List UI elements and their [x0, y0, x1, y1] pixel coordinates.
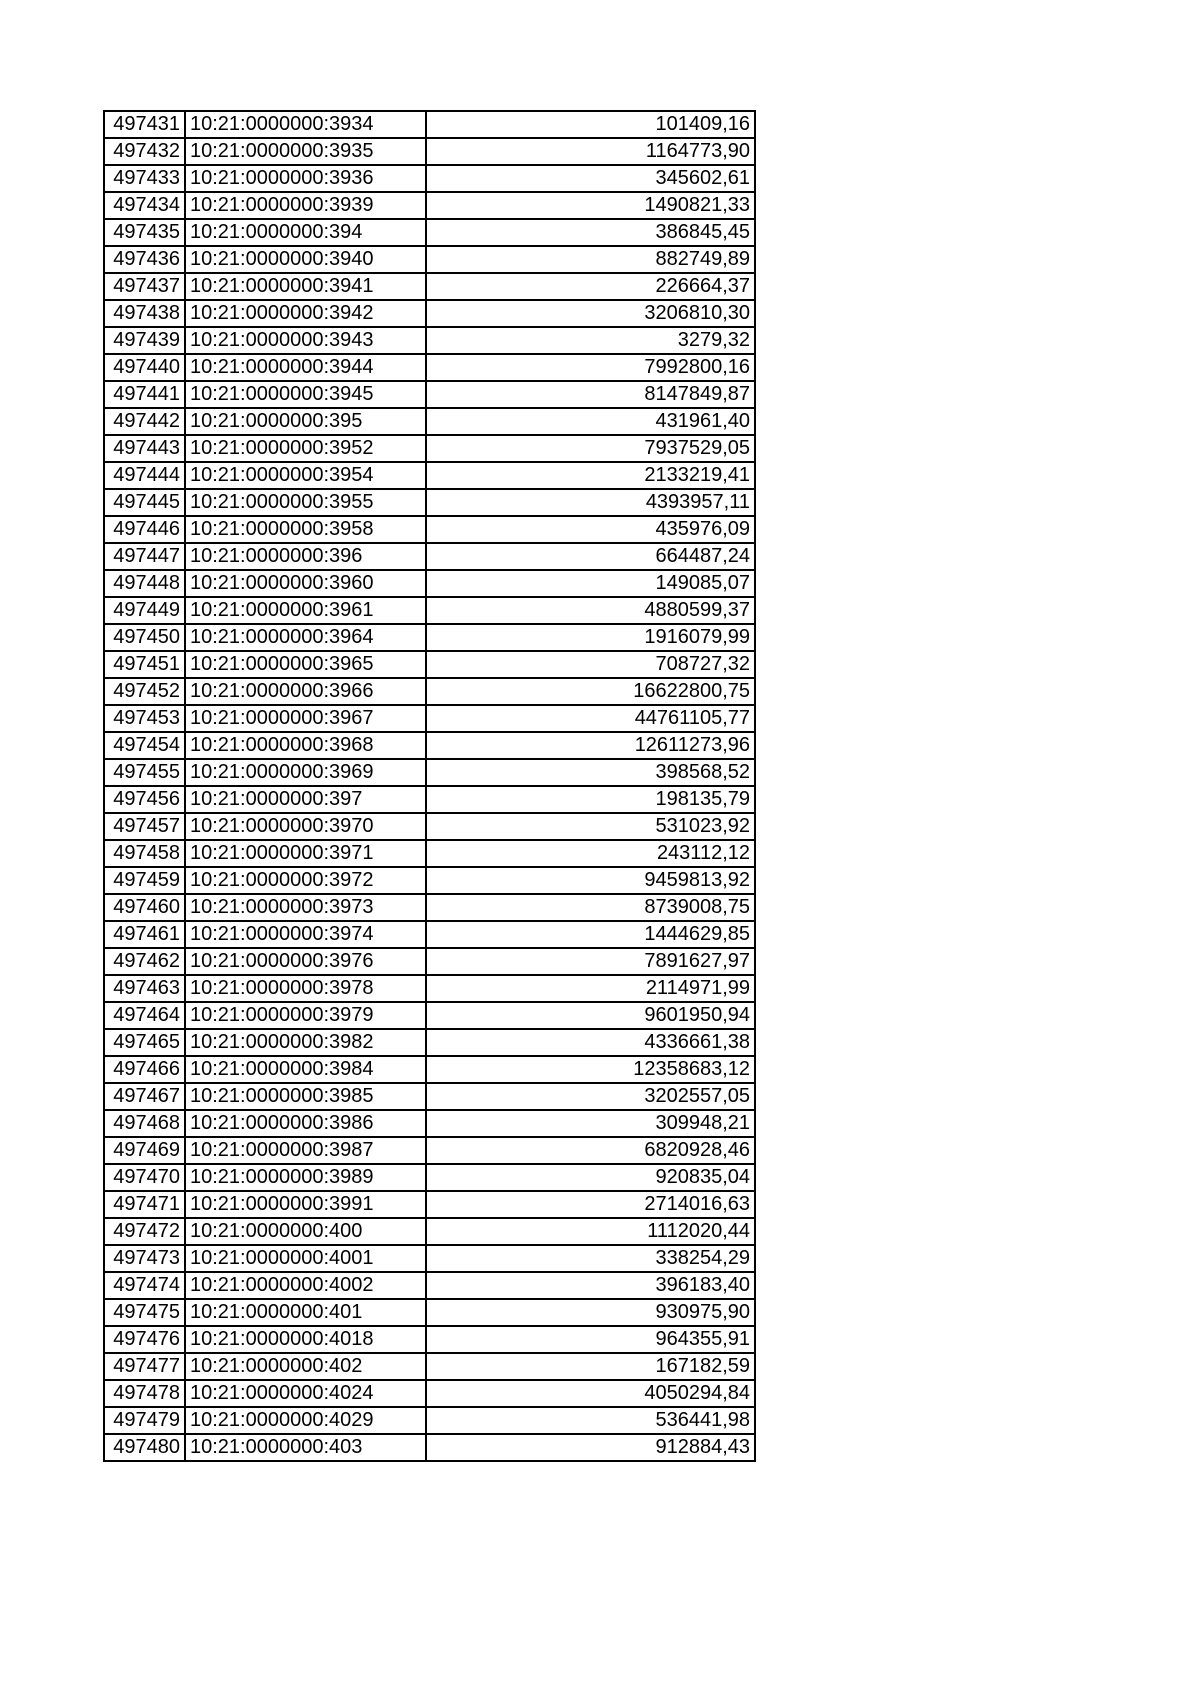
table-row — [104, 786, 755, 813]
cadastral-number-cell: 10:21:0000000:3979 — [185, 1002, 426, 1029]
cadastral-number-cell: 10:21:0000000:3982 — [185, 1029, 426, 1056]
value-cell: 708727,32 — [426, 651, 755, 678]
row-id-cell: 497464 — [104, 1002, 185, 1029]
value-cell: 920835,04 — [426, 1164, 755, 1191]
table-row — [104, 165, 755, 192]
row-id-cell: 497436 — [104, 246, 185, 273]
cadastral-number-cell: 10:21:0000000:3986 — [185, 1110, 426, 1137]
cadastral-number-cell: 10:21:0000000:401 — [185, 1299, 426, 1326]
cadastral-number-cell: 10:21:0000000:3987 — [185, 1137, 426, 1164]
value-cell: 2133219,41 — [426, 462, 755, 489]
value-cell: 226664,37 — [426, 273, 755, 300]
cadastral-number-cell: 10:21:0000000:3967 — [185, 705, 426, 732]
cadastral-number-cell: 10:21:0000000:3943 — [185, 327, 426, 354]
row-id-cell: 497449 — [104, 597, 185, 624]
table-row — [104, 1272, 755, 1299]
cadastral-number-cell: 10:21:0000000:3965 — [185, 651, 426, 678]
value-cell: 167182,59 — [426, 1353, 755, 1380]
value-cell: 345602,61 — [426, 165, 755, 192]
table-row — [104, 408, 755, 435]
cadastral-number-cell: 10:21:0000000:3945 — [185, 381, 426, 408]
cadastral-number-cell: 10:21:0000000:3989 — [185, 1164, 426, 1191]
cadastral-number-cell: 10:21:0000000:3976 — [185, 948, 426, 975]
row-id-cell: 497439 — [104, 327, 185, 354]
table-row — [104, 1083, 755, 1110]
row-id-cell: 497463 — [104, 975, 185, 1002]
table-row — [104, 327, 755, 354]
row-id-cell: 497451 — [104, 651, 185, 678]
cadastral-number-cell: 10:21:0000000:3966 — [185, 678, 426, 705]
value-cell: 8147849,87 — [426, 381, 755, 408]
row-id-cell: 497443 — [104, 435, 185, 462]
cadastral-number-cell: 10:21:0000000:397 — [185, 786, 426, 813]
row-id-cell: 497450 — [104, 624, 185, 651]
table-row — [104, 111, 755, 138]
cadastral-number-cell: 10:21:0000000:402 — [185, 1353, 426, 1380]
value-cell: 1164773,90 — [426, 138, 755, 165]
row-id-cell: 497454 — [104, 732, 185, 759]
table-row — [104, 624, 755, 651]
row-id-cell: 497476 — [104, 1326, 185, 1353]
value-cell: 964355,91 — [426, 1326, 755, 1353]
data-table — [103, 110, 756, 1462]
row-id-cell: 497440 — [104, 354, 185, 381]
row-id-cell: 497467 — [104, 1083, 185, 1110]
cadastral-number-cell: 10:21:0000000:4029 — [185, 1407, 426, 1434]
value-cell: 531023,92 — [426, 813, 755, 840]
table-row — [104, 1245, 755, 1272]
table-row — [104, 1002, 755, 1029]
table-row — [104, 1353, 755, 1380]
value-cell: 309948,21 — [426, 1110, 755, 1137]
value-cell: 4050294,84 — [426, 1380, 755, 1407]
value-cell: 338254,29 — [426, 1245, 755, 1272]
value-cell: 4393957,11 — [426, 489, 755, 516]
cadastral-number-cell: 10:21:0000000:3991 — [185, 1191, 426, 1218]
table-row — [104, 1380, 755, 1407]
row-id-cell: 497447 — [104, 543, 185, 570]
cadastral-number-cell: 10:21:0000000:3952 — [185, 435, 426, 462]
table-row — [104, 570, 755, 597]
row-id-cell: 497473 — [104, 1245, 185, 1272]
cadastral-number-cell: 10:21:0000000:3972 — [185, 867, 426, 894]
table-row — [104, 192, 755, 219]
cadastral-number-cell: 10:21:0000000:3934 — [185, 111, 426, 138]
cadastral-number-cell: 10:21:0000000:3969 — [185, 759, 426, 786]
value-cell: 12611273,96 — [426, 732, 755, 759]
value-cell: 7992800,16 — [426, 354, 755, 381]
table-row — [104, 975, 755, 1002]
cadastral-number-cell: 10:21:0000000:4018 — [185, 1326, 426, 1353]
cadastral-number-cell: 10:21:0000000:396 — [185, 543, 426, 570]
table-row — [104, 435, 755, 462]
value-cell: 882749,89 — [426, 246, 755, 273]
table-row — [104, 1299, 755, 1326]
value-cell: 4880599,37 — [426, 597, 755, 624]
value-cell: 3206810,30 — [426, 300, 755, 327]
cadastral-number-cell: 10:21:0000000:3936 — [185, 165, 426, 192]
value-cell: 3202557,05 — [426, 1083, 755, 1110]
table-row — [104, 894, 755, 921]
cadastral-number-cell: 10:21:0000000:3961 — [185, 597, 426, 624]
cadastral-number-cell: 10:21:0000000:3935 — [185, 138, 426, 165]
row-id-cell: 497462 — [104, 948, 185, 975]
cadastral-number-cell: 10:21:0000000:3985 — [185, 1083, 426, 1110]
value-cell: 386845,45 — [426, 219, 755, 246]
cadastral-number-cell: 10:21:0000000:4024 — [185, 1380, 426, 1407]
row-id-cell: 497471 — [104, 1191, 185, 1218]
row-id-cell: 497455 — [104, 759, 185, 786]
row-id-cell: 497453 — [104, 705, 185, 732]
value-cell: 243112,12 — [426, 840, 755, 867]
row-id-cell: 497461 — [104, 921, 185, 948]
row-id-cell: 497474 — [104, 1272, 185, 1299]
table-body — [104, 111, 755, 1461]
value-cell: 101409,16 — [426, 111, 755, 138]
value-cell: 431961,40 — [426, 408, 755, 435]
row-id-cell: 497434 — [104, 192, 185, 219]
row-id-cell: 497452 — [104, 678, 185, 705]
table-row — [104, 273, 755, 300]
cadastral-number-cell: 10:21:0000000:3964 — [185, 624, 426, 651]
value-cell: 8739008,75 — [426, 894, 755, 921]
cadastral-number-cell: 10:21:0000000:3944 — [185, 354, 426, 381]
cadastral-number-cell: 10:21:0000000:3984 — [185, 1056, 426, 1083]
row-id-cell: 497437 — [104, 273, 185, 300]
row-id-cell: 497480 — [104, 1434, 185, 1461]
table-row — [104, 246, 755, 273]
row-id-cell: 497445 — [104, 489, 185, 516]
cadastral-number-cell: 10:21:0000000:3968 — [185, 732, 426, 759]
cadastral-number-cell: 10:21:0000000:3960 — [185, 570, 426, 597]
table-row — [104, 813, 755, 840]
table-row — [104, 516, 755, 543]
row-id-cell: 497435 — [104, 219, 185, 246]
row-id-cell: 497470 — [104, 1164, 185, 1191]
cadastral-number-cell: 10:21:0000000:3941 — [185, 273, 426, 300]
row-id-cell: 497444 — [104, 462, 185, 489]
value-cell: 4336661,38 — [426, 1029, 755, 1056]
value-cell: 912884,43 — [426, 1434, 755, 1461]
table-row — [104, 354, 755, 381]
value-cell: 9601950,94 — [426, 1002, 755, 1029]
cadastral-number-cell: 10:21:0000000:403 — [185, 1434, 426, 1461]
table-row — [104, 219, 755, 246]
cadastral-number-cell: 10:21:0000000:395 — [185, 408, 426, 435]
value-cell: 930975,90 — [426, 1299, 755, 1326]
row-id-cell: 497478 — [104, 1380, 185, 1407]
row-id-cell: 497465 — [104, 1029, 185, 1056]
row-id-cell: 497475 — [104, 1299, 185, 1326]
row-id-cell: 497469 — [104, 1137, 185, 1164]
row-id-cell: 497433 — [104, 165, 185, 192]
table-row — [104, 678, 755, 705]
table-row — [104, 543, 755, 570]
value-cell: 16622800,75 — [426, 678, 755, 705]
value-cell: 435976,09 — [426, 516, 755, 543]
table-row — [104, 732, 755, 759]
cadastral-number-cell: 10:21:0000000:3954 — [185, 462, 426, 489]
row-id-cell: 497432 — [104, 138, 185, 165]
cadastral-number-cell: 10:21:0000000:3970 — [185, 813, 426, 840]
row-id-cell: 497460 — [104, 894, 185, 921]
row-id-cell: 497477 — [104, 1353, 185, 1380]
row-id-cell: 497431 — [104, 111, 185, 138]
cadastral-number-cell: 10:21:0000000:3939 — [185, 192, 426, 219]
row-id-cell: 497458 — [104, 840, 185, 867]
row-id-cell: 497466 — [104, 1056, 185, 1083]
value-cell: 7891627,97 — [426, 948, 755, 975]
table-row — [104, 921, 755, 948]
table-row — [104, 1110, 755, 1137]
value-cell: 1444629,85 — [426, 921, 755, 948]
table-row — [104, 1029, 755, 1056]
cadastral-number-cell: 10:21:0000000:394 — [185, 219, 426, 246]
value-cell: 12358683,12 — [426, 1056, 755, 1083]
table-row — [104, 948, 755, 975]
row-id-cell: 497441 — [104, 381, 185, 408]
table-row — [104, 300, 755, 327]
value-cell: 198135,79 — [426, 786, 755, 813]
row-id-cell: 497479 — [104, 1407, 185, 1434]
value-cell: 664487,24 — [426, 543, 755, 570]
cadastral-number-cell: 10:21:0000000:4001 — [185, 1245, 426, 1272]
table-row — [104, 1218, 755, 1245]
value-cell: 396183,40 — [426, 1272, 755, 1299]
table-row — [104, 1326, 755, 1353]
row-id-cell: 497457 — [104, 813, 185, 840]
cadastral-number-cell: 10:21:0000000:4002 — [185, 1272, 426, 1299]
value-cell: 44761105,77 — [426, 705, 755, 732]
table-row — [104, 1164, 755, 1191]
value-cell: 1916079,99 — [426, 624, 755, 651]
value-cell: 2114971,99 — [426, 975, 755, 1002]
table-row — [104, 867, 755, 894]
row-id-cell: 497448 — [104, 570, 185, 597]
row-id-cell: 497438 — [104, 300, 185, 327]
table-row — [104, 138, 755, 165]
row-id-cell: 497456 — [104, 786, 185, 813]
table-row — [104, 1191, 755, 1218]
table-row — [104, 462, 755, 489]
table-row — [104, 651, 755, 678]
value-cell: 1490821,33 — [426, 192, 755, 219]
value-cell: 7937529,05 — [426, 435, 755, 462]
table-row — [104, 1056, 755, 1083]
cadastral-number-cell: 10:21:0000000:3955 — [185, 489, 426, 516]
table-row — [104, 705, 755, 732]
table-row — [104, 381, 755, 408]
value-cell: 398568,52 — [426, 759, 755, 786]
cadastral-number-cell: 10:21:0000000:3942 — [185, 300, 426, 327]
row-id-cell: 497446 — [104, 516, 185, 543]
value-cell: 2714016,63 — [426, 1191, 755, 1218]
table-row — [104, 1407, 755, 1434]
table-row — [104, 1434, 755, 1461]
cadastral-number-cell: 10:21:0000000:3940 — [185, 246, 426, 273]
table-row — [104, 597, 755, 624]
table-row — [104, 759, 755, 786]
table-row — [104, 489, 755, 516]
cadastral-number-cell: 10:21:0000000:3974 — [185, 921, 426, 948]
cadastral-number-cell: 10:21:0000000:400 — [185, 1218, 426, 1245]
value-cell: 3279,32 — [426, 327, 755, 354]
value-cell: 9459813,92 — [426, 867, 755, 894]
cadastral-number-cell: 10:21:0000000:3958 — [185, 516, 426, 543]
value-cell: 536441,98 — [426, 1407, 755, 1434]
cadastral-number-cell: 10:21:0000000:3978 — [185, 975, 426, 1002]
table-row — [104, 840, 755, 867]
cadastral-number-cell: 10:21:0000000:3971 — [185, 840, 426, 867]
table-row — [104, 1137, 755, 1164]
row-id-cell: 497468 — [104, 1110, 185, 1137]
value-cell: 1112020,44 — [426, 1218, 755, 1245]
row-id-cell: 497459 — [104, 867, 185, 894]
value-cell: 149085,07 — [426, 570, 755, 597]
value-cell: 6820928,46 — [426, 1137, 755, 1164]
row-id-cell: 497442 — [104, 408, 185, 435]
row-id-cell: 497472 — [104, 1218, 185, 1245]
cadastral-number-cell: 10:21:0000000:3973 — [185, 894, 426, 921]
